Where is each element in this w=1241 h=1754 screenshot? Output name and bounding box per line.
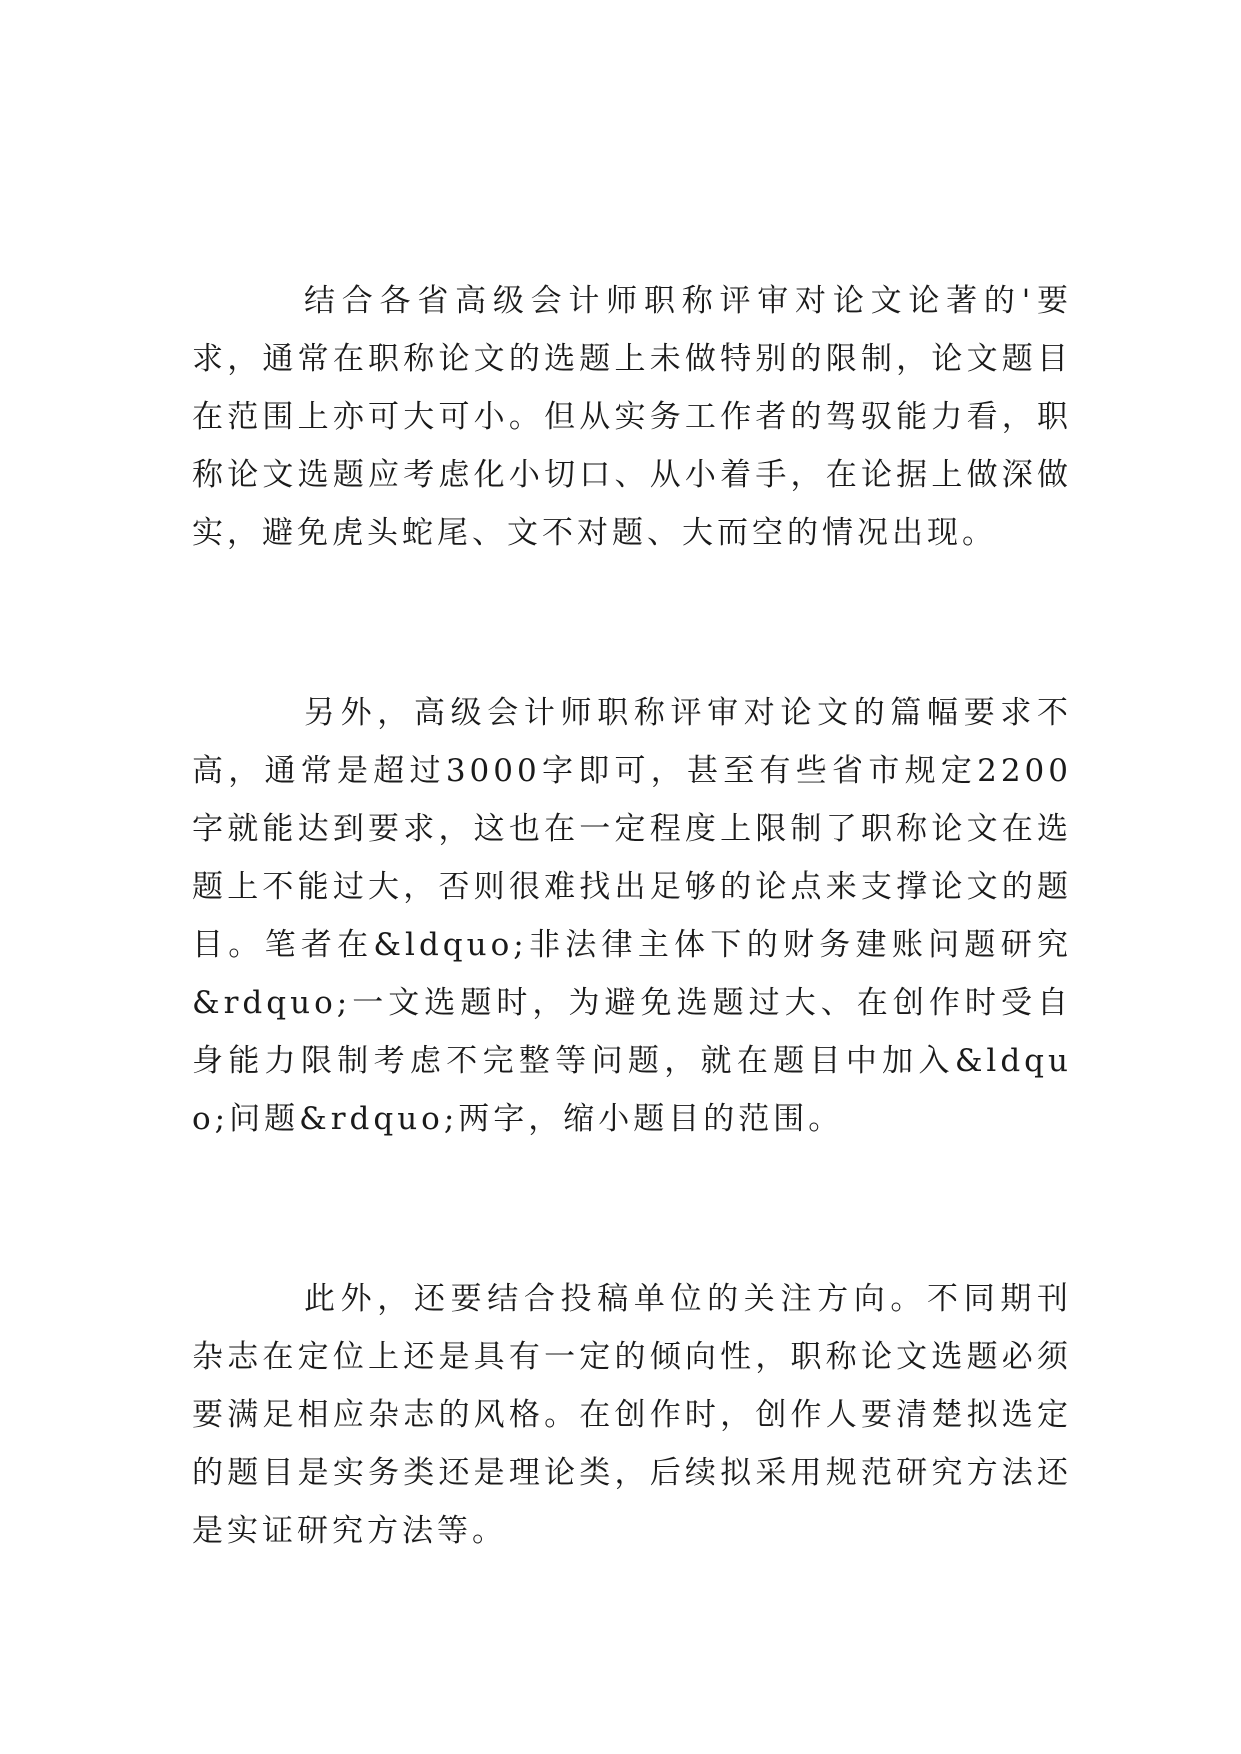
body-paragraph: 另外，高级会计师职称评审对论文的篇幅要求不高，通常是超过3000字即可，甚至有些省市规定2200字就能达到要求，这也在一定程度上限制了职称论文在选题上不能过大，否则很难找出足够的论点来支撑论文的题目。笔者在&ldquo;非法律主体下的财务建账问题研究&rdquo;一文选题时，为避免选题过大、在创作时受自身能力限制考虑不完整等问题，就在题目中加入&ldquo;问题&rdquo;两字，缩小题目的范围。	[192, 695, 1072, 1137]
body-paragraph: 结合各省高级会计师职称评审对论文论著的'要求，通常在职称论文的选题上未做特别的限制，论文题目在范围上亦可大可小。但从实务工作者的驾驭能力看，职称论文选题应考虑化小切口、从小着手，在论据上做深做实，避免虎头蛇尾、文不对题、大而空的情况出现。	[192, 283, 1072, 551]
body-paragraph: 此外，还要结合投稿单位的关注方向。不同期刊杂志在定位上还是具有一定的倾向性，职称论文选题必须要满足相应杂志的风格。在创作时，创作人要清楚拟选定的题目是实务类还是理论类，后续拟采用规范研究方法还是实证研究方法等。	[192, 1281, 1072, 1549]
